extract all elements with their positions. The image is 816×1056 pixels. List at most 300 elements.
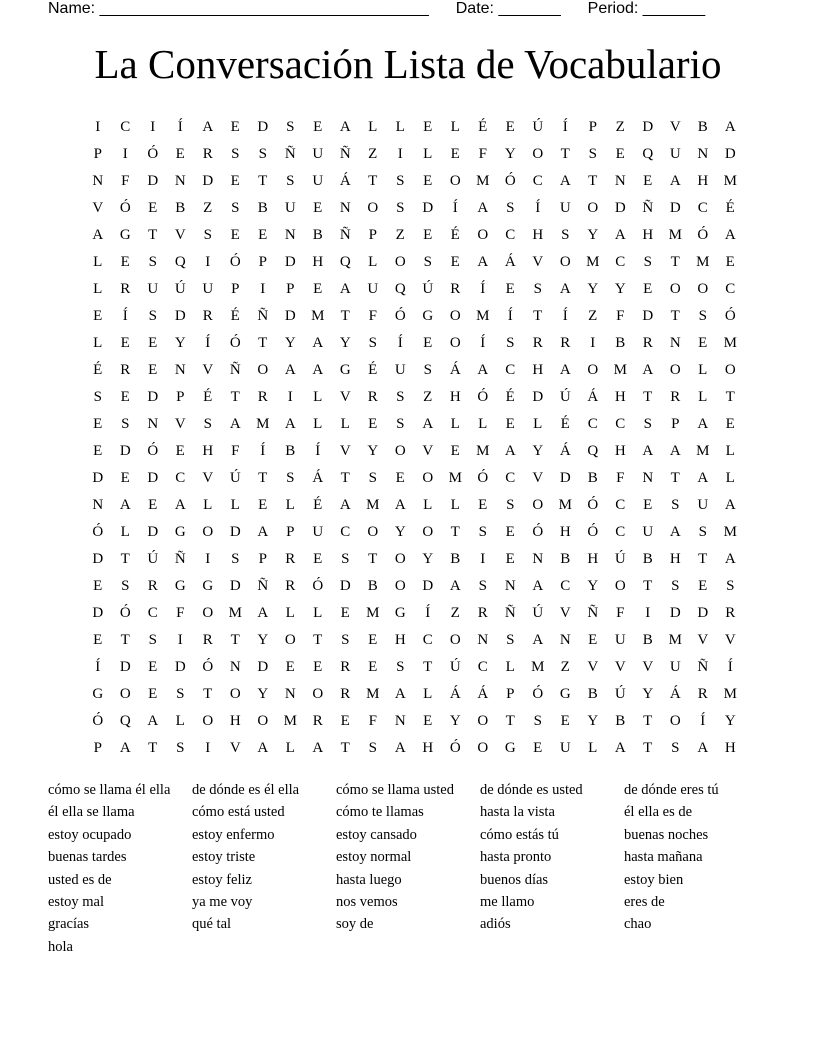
grid-letter[interactable]: S (423, 254, 432, 270)
grid-letter[interactable]: U (697, 497, 709, 513)
grid-letter[interactable]: T (670, 254, 680, 270)
grid-letter[interactable]: Í (507, 308, 513, 324)
grid-letter[interactable]: R (477, 605, 488, 621)
grid-letter[interactable]: T (725, 389, 735, 405)
grid-letter[interactable]: E (533, 740, 543, 756)
grid-letter[interactable]: E (643, 281, 653, 297)
grid-letter[interactable]: H (202, 443, 214, 459)
grid-letter[interactable]: N (477, 632, 489, 648)
grid-letter[interactable]: Í (700, 713, 706, 729)
grid-letter[interactable]: Ó (532, 686, 544, 702)
grid-letter[interactable]: I (205, 551, 211, 567)
grid-letter[interactable]: H (559, 524, 571, 540)
grid-letter[interactable]: V (339, 389, 351, 405)
grid-letter[interactable]: S (423, 362, 432, 378)
grid-letter[interactable]: N (284, 227, 296, 243)
grid-letter[interactable]: É (203, 389, 213, 405)
grid-letter[interactable]: C (532, 173, 543, 189)
grid-letter[interactable]: R (367, 389, 378, 405)
grid-letter[interactable]: R (312, 713, 323, 729)
grid-letter[interactable]: T (148, 227, 158, 243)
grid-letter[interactable]: H (394, 632, 406, 648)
grid-letter[interactable]: I (287, 389, 293, 405)
grid-letter[interactable]: S (561, 227, 570, 243)
grid-letter[interactable]: S (341, 551, 350, 567)
grid-letter[interactable]: Á (669, 686, 681, 702)
grid-letter[interactable]: H (229, 713, 241, 729)
grid-letter[interactable]: Í (177, 119, 183, 135)
grid-letter[interactable]: D (147, 470, 159, 486)
grid-letter[interactable]: E (505, 119, 515, 135)
grid-letter[interactable]: T (340, 740, 350, 756)
grid-letter[interactable]: A (312, 740, 324, 756)
grid-letter[interactable]: L (175, 713, 185, 729)
grid-letter[interactable]: Ó (724, 308, 736, 324)
grid-letter[interactable]: R (257, 389, 268, 405)
grid-letter[interactable]: D (669, 605, 681, 621)
grid-letter[interactable]: U (669, 146, 681, 162)
grid-letter[interactable]: M (558, 497, 572, 513)
grid-letter[interactable]: P (176, 389, 185, 405)
grid-letter[interactable]: S (698, 524, 707, 540)
grid-letter[interactable]: A (477, 200, 489, 216)
grid-letter[interactable]: G (174, 524, 186, 540)
grid-letter[interactable]: Ñ (339, 227, 351, 243)
grid-letter[interactable]: F (616, 470, 625, 486)
grid-letter[interactable]: M (723, 335, 737, 351)
grid-letter[interactable]: D (257, 659, 269, 675)
grid-letter[interactable]: Í (480, 335, 486, 351)
grid-letter[interactable]: L (478, 416, 488, 432)
grid-letter[interactable]: U (559, 740, 571, 756)
grid-letter[interactable]: A (449, 578, 461, 594)
grid-letter[interactable]: T (148, 740, 158, 756)
grid-letter[interactable]: S (368, 740, 377, 756)
grid-letter[interactable]: A (642, 443, 654, 459)
grid-letter[interactable]: M (256, 416, 270, 432)
grid-letter[interactable]: Ú (614, 551, 626, 567)
grid-letter[interactable]: O (367, 524, 379, 540)
grid-letter[interactable]: M (668, 227, 682, 243)
grid-letter[interactable]: L (230, 497, 240, 513)
grid-letter[interactable]: A (559, 173, 571, 189)
grid-letter[interactable]: O (394, 443, 406, 459)
grid-letter[interactable]: O (367, 200, 379, 216)
grid-letter[interactable]: A (422, 416, 434, 432)
grid-letter[interactable]: Z (423, 389, 433, 405)
grid-letter[interactable]: O (587, 362, 599, 378)
grid-letter[interactable]: D (92, 551, 104, 567)
grid-letter[interactable]: R (725, 605, 736, 621)
grid-letter[interactable]: O (119, 686, 131, 702)
grid-letter[interactable]: P (286, 524, 295, 540)
grid-letter[interactable]: L (450, 497, 460, 513)
grid-letter[interactable]: Ó (477, 470, 489, 486)
grid-letter[interactable]: O (449, 335, 461, 351)
grid-letter[interactable]: O (477, 227, 489, 243)
grid-letter[interactable]: Ú (147, 551, 159, 567)
grid-letter[interactable]: Z (615, 119, 625, 135)
grid-letter[interactable]: M (311, 308, 325, 324)
grid-letter[interactable]: T (670, 470, 680, 486)
grid-letter[interactable]: P (671, 416, 680, 432)
grid-letter[interactable]: V (587, 659, 599, 675)
grid-letter[interactable]: A (669, 173, 681, 189)
grid-letter[interactable]: F (616, 605, 625, 621)
grid-letter[interactable]: Z (560, 659, 570, 675)
grid-letter[interactable]: V (669, 119, 681, 135)
grid-letter[interactable]: E (505, 551, 515, 567)
grid-letter[interactable]: É (725, 200, 735, 216)
grid-letter[interactable]: C (505, 470, 516, 486)
grid-letter[interactable]: U (642, 524, 654, 540)
grid-letter[interactable]: A (532, 632, 544, 648)
grid-letter[interactable]: V (229, 740, 241, 756)
grid-letter[interactable]: O (422, 470, 434, 486)
grid-letter[interactable]: E (560, 713, 570, 729)
grid-letter[interactable]: D (147, 524, 159, 540)
grid-letter[interactable]: E (615, 146, 625, 162)
grid-letter[interactable]: Í (95, 659, 101, 675)
grid-letter[interactable]: S (533, 281, 542, 297)
grid-letter[interactable]: H (312, 254, 324, 270)
grid-letter[interactable]: A (477, 362, 489, 378)
grid-letter[interactable]: Ó (504, 173, 516, 189)
grid-letter[interactable]: Ó (312, 578, 324, 594)
grid-letter[interactable]: D (422, 200, 434, 216)
grid-letter[interactable]: G (559, 686, 571, 702)
grid-letter[interactable]: Q (642, 146, 654, 162)
grid-letter[interactable]: E (230, 119, 240, 135)
grid-letter[interactable]: Í (260, 443, 266, 459)
grid-letter[interactable]: T (423, 659, 433, 675)
grid-letter[interactable]: E (93, 578, 103, 594)
grid-letter[interactable]: Ó (394, 308, 406, 324)
grid-letter[interactable]: R (147, 578, 158, 594)
grid-letter[interactable]: T (560, 146, 570, 162)
grid-letter[interactable]: H (532, 362, 544, 378)
grid-letter[interactable]: C (120, 119, 131, 135)
grid-letter[interactable]: A (339, 497, 351, 513)
period-field[interactable]: _______ (642, 0, 706, 17)
grid-letter[interactable]: A (504, 443, 516, 459)
grid-letter[interactable]: I (177, 632, 183, 648)
grid-letter[interactable]: S (506, 335, 515, 351)
grid-letter[interactable]: Í (727, 659, 733, 675)
grid-letter[interactable]: Ú (449, 659, 461, 675)
grid-letter[interactable]: L (368, 119, 378, 135)
grid-letter[interactable]: Z (450, 605, 460, 621)
grid-letter[interactable]: L (423, 497, 433, 513)
grid-letter[interactable]: Ó (119, 200, 131, 216)
grid-letter[interactable]: Á (339, 173, 351, 189)
grid-letter[interactable]: D (229, 578, 241, 594)
grid-letter[interactable]: O (449, 632, 461, 648)
grid-letter[interactable]: F (121, 173, 130, 189)
grid-letter[interactable]: Í (397, 335, 403, 351)
grid-letter[interactable]: A (724, 227, 736, 243)
grid-letter[interactable]: T (450, 524, 460, 540)
grid-letter[interactable]: T (643, 740, 653, 756)
grid-letter[interactable]: E (505, 416, 515, 432)
grid-letter[interactable]: R (120, 281, 131, 297)
grid-letter[interactable]: N (559, 632, 571, 648)
grid-letter[interactable]: L (93, 281, 103, 297)
grid-letter[interactable]: M (476, 308, 490, 324)
grid-letter[interactable]: Y (367, 443, 379, 459)
grid-letter[interactable]: I (205, 740, 211, 756)
grid-letter[interactable]: H (587, 551, 599, 567)
grid-letter[interactable]: Ú (229, 470, 241, 486)
grid-letter[interactable]: Z (203, 200, 213, 216)
grid-letter[interactable]: G (119, 227, 131, 243)
grid-letter[interactable]: S (231, 551, 240, 567)
grid-letter[interactable]: F (616, 308, 625, 324)
grid-letter[interactable]: Í (205, 335, 211, 351)
grid-letter[interactable]: I (95, 119, 101, 135)
grid-letter[interactable]: T (533, 308, 543, 324)
grid-letter[interactable]: E (423, 713, 433, 729)
grid-letter[interactable]: S (231, 146, 240, 162)
grid-letter[interactable]: D (92, 605, 104, 621)
grid-letter[interactable]: E (258, 227, 268, 243)
grid-letter[interactable]: A (174, 497, 186, 513)
grid-letter[interactable]: N (669, 335, 681, 351)
grid-letter[interactable]: A (202, 119, 214, 135)
grid-letter[interactable]: H (669, 551, 681, 567)
grid-letter[interactable]: F (231, 443, 240, 459)
grid-letter[interactable]: L (423, 146, 433, 162)
grid-letter[interactable]: Y (532, 443, 544, 459)
grid-letter[interactable]: U (394, 362, 406, 378)
grid-letter[interactable]: R (560, 335, 571, 351)
grid-letter[interactable]: A (532, 578, 544, 594)
grid-letter[interactable]: R (340, 659, 351, 675)
grid-letter[interactable]: A (394, 497, 406, 513)
grid-letter[interactable]: M (696, 443, 710, 459)
grid-letter[interactable]: O (669, 713, 681, 729)
grid-letter[interactable]: N (394, 713, 406, 729)
grid-letter[interactable]: L (505, 659, 515, 675)
grid-letter[interactable]: B (587, 686, 598, 702)
grid-letter[interactable]: D (532, 389, 544, 405)
grid-letter[interactable]: S (341, 632, 350, 648)
grid-letter[interactable]: M (476, 443, 490, 459)
grid-letter[interactable]: T (698, 551, 708, 567)
grid-letter[interactable]: D (202, 173, 214, 189)
grid-letter[interactable]: E (450, 443, 460, 459)
grid-letter[interactable]: Z (368, 146, 378, 162)
grid-letter[interactable]: Y (284, 335, 296, 351)
grid-letter[interactable]: A (697, 416, 709, 432)
grid-letter[interactable]: Q (119, 713, 131, 729)
grid-letter[interactable]: S (368, 470, 377, 486)
grid-letter[interactable]: L (423, 686, 433, 702)
grid-letter[interactable]: O (202, 605, 214, 621)
grid-letter[interactable]: D (422, 578, 434, 594)
grid-letter[interactable]: Y (587, 713, 599, 729)
grid-letter[interactable]: L (313, 389, 323, 405)
grid-letter[interactable]: A (119, 497, 131, 513)
grid-letter[interactable]: F (368, 713, 377, 729)
grid-letter[interactable]: S (93, 389, 102, 405)
grid-letter[interactable]: T (588, 173, 598, 189)
grid-letter[interactable]: O (284, 632, 296, 648)
grid-letter[interactable]: C (505, 227, 516, 243)
grid-letter[interactable]: S (203, 227, 212, 243)
grid-letter[interactable]: L (313, 416, 323, 432)
grid-letter[interactable]: B (615, 713, 626, 729)
grid-letter[interactable]: Á (312, 470, 324, 486)
grid-letter[interactable]: E (395, 470, 405, 486)
grid-letter[interactable]: Y (257, 686, 269, 702)
grid-letter[interactable]: R (670, 389, 681, 405)
grid-letter[interactable]: T (203, 686, 213, 702)
grid-letter[interactable]: A (724, 497, 736, 513)
grid-letter[interactable]: S (478, 524, 487, 540)
grid-letter[interactable]: Q (339, 254, 351, 270)
grid-letter[interactable]: C (697, 200, 708, 216)
grid-letter[interactable]: É (368, 362, 378, 378)
grid-letter[interactable]: C (340, 524, 351, 540)
grid-letter[interactable]: Z (588, 308, 598, 324)
grid-letter[interactable]: G (394, 605, 406, 621)
grid-letter[interactable]: S (148, 254, 157, 270)
grid-letter[interactable]: D (697, 605, 709, 621)
grid-letter[interactable]: Ñ (229, 362, 241, 378)
grid-letter[interactable]: O (394, 254, 406, 270)
grid-letter[interactable]: A (312, 335, 324, 351)
grid-letter[interactable]: M (586, 254, 600, 270)
grid-letter[interactable]: A (394, 686, 406, 702)
grid-letter[interactable]: Ñ (257, 308, 269, 324)
grid-letter[interactable]: O (532, 146, 544, 162)
grid-letter[interactable]: O (559, 254, 571, 270)
grid-letter[interactable]: N (92, 173, 104, 189)
grid-letter[interactable]: S (396, 659, 405, 675)
grid-letter[interactable]: E (368, 632, 378, 648)
grid-letter[interactable]: M (696, 254, 710, 270)
grid-letter[interactable]: Y (422, 551, 434, 567)
grid-letter[interactable]: N (614, 173, 626, 189)
grid-letter[interactable]: E (340, 713, 350, 729)
grid-letter[interactable]: Ó (697, 227, 709, 243)
grid-letter[interactable]: C (615, 416, 626, 432)
grid-letter[interactable]: N (504, 578, 516, 594)
grid-letter[interactable]: E (588, 632, 598, 648)
grid-letter[interactable]: Ó (202, 659, 214, 675)
grid-letter[interactable]: F (368, 308, 377, 324)
grid-letter[interactable]: Ó (147, 443, 159, 459)
grid-letter[interactable]: O (532, 497, 544, 513)
grid-letter[interactable]: E (313, 659, 323, 675)
grid-letter[interactable]: Á (477, 686, 489, 702)
grid-letter[interactable]: A (697, 740, 709, 756)
grid-letter[interactable]: E (93, 308, 103, 324)
grid-letter[interactable]: I (397, 146, 403, 162)
grid-letter[interactable]: M (531, 659, 545, 675)
grid-letter[interactable]: E (120, 254, 130, 270)
grid-letter[interactable]: É (230, 308, 240, 324)
grid-letter[interactable]: A (147, 713, 159, 729)
grid-letter[interactable]: U (367, 281, 379, 297)
grid-letter[interactable]: S (506, 200, 515, 216)
grid-letter[interactable]: A (559, 281, 571, 297)
grid-letter[interactable]: A (614, 227, 626, 243)
grid-letter[interactable]: E (120, 470, 130, 486)
grid-letter[interactable]: A (669, 443, 681, 459)
grid-letter[interactable]: T (258, 335, 268, 351)
grid-letter[interactable]: D (339, 578, 351, 594)
grid-letter[interactable]: E (120, 335, 130, 351)
grid-letter[interactable]: Y (642, 686, 654, 702)
grid-letter[interactable]: M (613, 362, 627, 378)
grid-letter[interactable]: R (697, 686, 708, 702)
grid-letter[interactable]: V (532, 254, 544, 270)
grid-letter[interactable]: M (723, 524, 737, 540)
grid-letter[interactable]: F (176, 605, 185, 621)
grid-letter[interactable]: Y (587, 281, 599, 297)
grid-letter[interactable]: V (339, 443, 351, 459)
grid-letter[interactable]: Í (562, 119, 568, 135)
grid-letter[interactable]: Í (122, 308, 128, 324)
grid-letter[interactable]: S (671, 740, 680, 756)
grid-letter[interactable]: Y (339, 335, 351, 351)
grid-letter[interactable]: I (480, 551, 486, 567)
grid-letter[interactable]: E (258, 497, 268, 513)
grid-letter[interactable]: V (697, 632, 709, 648)
grid-letter[interactable]: S (396, 416, 405, 432)
grid-letter[interactable]: Ú (532, 119, 544, 135)
grid-letter[interactable]: T (230, 632, 240, 648)
grid-letter[interactable]: Q (174, 254, 186, 270)
grid-letter[interactable]: S (203, 416, 212, 432)
grid-letter[interactable]: G (202, 578, 214, 594)
grid-letter[interactable]: E (368, 659, 378, 675)
grid-letter[interactable]: E (285, 659, 295, 675)
grid-letter[interactable]: B (642, 632, 653, 648)
grid-letter[interactable]: Á (449, 686, 461, 702)
grid-letter[interactable]: A (92, 227, 104, 243)
grid-letter[interactable]: O (477, 713, 489, 729)
grid-letter[interactable]: Y (614, 281, 626, 297)
grid-letter[interactable]: R (202, 308, 213, 324)
grid-letter[interactable]: M (283, 713, 297, 729)
grid-letter[interactable]: L (450, 119, 460, 135)
grid-letter[interactable]: O (394, 578, 406, 594)
grid-letter[interactable]: E (175, 146, 185, 162)
grid-letter[interactable]: Á (559, 443, 571, 459)
grid-letter[interactable]: A (229, 416, 241, 432)
grid-letter[interactable]: V (92, 200, 104, 216)
grid-letter[interactable]: S (506, 632, 515, 648)
grid-letter[interactable]: A (339, 119, 351, 135)
grid-letter[interactable]: A (559, 362, 571, 378)
grid-letter[interactable]: R (532, 335, 543, 351)
grid-letter[interactable]: T (643, 389, 653, 405)
grid-letter[interactable]: O (587, 200, 599, 216)
grid-letter[interactable]: D (119, 443, 131, 459)
grid-letter[interactable]: Ó (229, 335, 241, 351)
grid-letter[interactable]: E (505, 281, 515, 297)
grid-letter[interactable]: D (642, 308, 654, 324)
grid-letter[interactable]: F (478, 146, 487, 162)
grid-letter[interactable]: R (450, 281, 461, 297)
grid-letter[interactable]: S (533, 713, 542, 729)
grid-letter[interactable]: D (92, 470, 104, 486)
grid-letter[interactable]: E (725, 416, 735, 432)
grid-letter[interactable]: D (724, 146, 736, 162)
